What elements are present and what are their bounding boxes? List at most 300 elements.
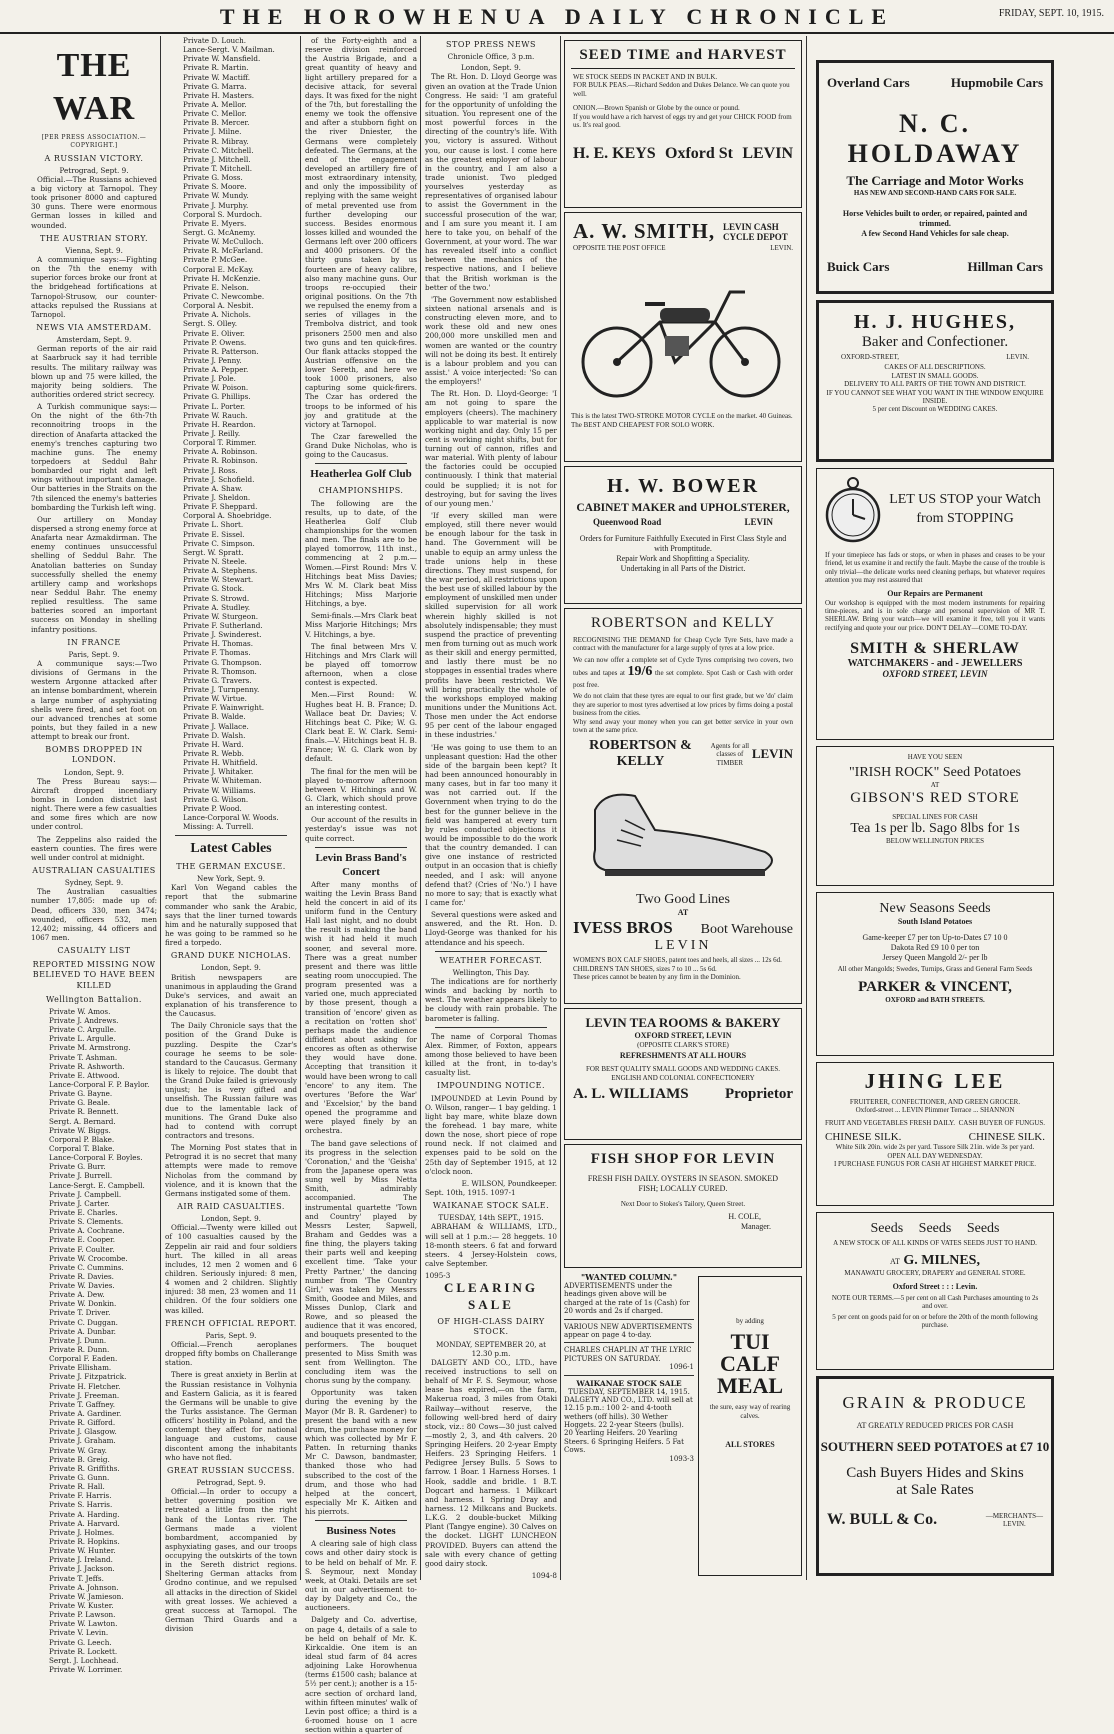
casualty-name: Private B. Mercer. (183, 118, 250, 128)
article-text: Official.—Twenty were killed out of 100 casualties caused by the Zeppelin air raid and four soldiers hurt. The killed in all areas includes, 12 men 2 women and 6 children. Seriously injured: 8 men, 4 women and 2 children. Slightly injured: 38 men, 23 women and 11 children. Of the four soldiers one was killed. (165, 1223, 297, 1315)
article-text: Several questions were asked and answered, and the Rt. Hon. D. Lloyd-George was thanked for his attendance and his speech. (425, 910, 557, 947)
casualty-name: Private W. Donkin. (49, 1299, 117, 1309)
article-text: A communique says:—Two divisions of Germans in the western Argonne attacked after an intense bombardment, wherein a large number of asphyxiating shells were fired, and set foot on our advanced trenches at some points, but they failed in a new attempt to break our front. (31, 658, 157, 742)
ad-name: H. W. BOWER (606, 475, 760, 497)
ad-role: Manager. (741, 1222, 771, 1232)
casualty-name: Private W. Hunter. (49, 1546, 116, 1556)
casualty-name: Private Ellisham. (49, 1363, 112, 1373)
casualty-name: Private C. Duggan. (49, 1317, 118, 1327)
ad-line: Undertaking in all Parts of the District. (620, 564, 746, 573)
casualty-name: Private J. Ross. (183, 465, 238, 475)
ad-line: OPEN ALL DAY WEDNESDAY. (887, 1151, 983, 1160)
ad-town: LEVIN. (770, 244, 793, 252)
casualty-name: Sergt. W. Spratt. (183, 547, 244, 557)
ad-tea-rooms (564, 1008, 802, 1140)
casualty-name: Private L. Argulle. (49, 1034, 116, 1044)
column-rule (160, 36, 161, 1580)
ad-town: LEVIN. (1003, 1520, 1026, 1528)
ad-trade: Baker and Confectioner. (861, 334, 1009, 350)
casualty-name: Private H. Masters. (183, 90, 255, 100)
tui-sold: ALL STORES (725, 1440, 775, 1450)
iness-trade: Boot Warehouse (700, 922, 793, 938)
ad-title: ROBERTSON and KELLY (590, 615, 776, 631)
casualty-name: Sergt. G. McAnemy. (183, 227, 256, 237)
article-text: The Rt. Hon. D. Lloyd George was given an ovation at the Trade Union Congress. He said: 'I am grateful for the opportunity of unfolding the situation. You represent one of the most powerful forces in the directing of the country's life. With you, victory is assured. Without you, our cause is lost. I come here as the greatest employer of labour in the country, and I am also a trade unionist. Two pledged yourselves yesterday as representatives of organised labour to assist the Government in the successful prosecution of the war, and I am sure you meant it. I am here to take you, on behalf of the Government, at your word. The war has revealed itself into a conflict between the mechanics of the respective nations, and I believe that the British workman is the better of the two.' (425, 72, 557, 292)
casualty-name: Private J. Reilly. (183, 429, 241, 439)
article-text: British newspapers are unanimous in applauding the Grand Duke's services, and await an explanation of his transference to the Caucasus. (165, 972, 297, 1019)
ad-line: AT GREATLY REDUCED PRICES FOR CASH (856, 1421, 1014, 1430)
casualty-name: Private D. Louch. (183, 36, 247, 45)
casualty-name: Private P. Owens. (183, 337, 247, 347)
article-text: The Press Bureau says:—Aircraft dropped incendiary bombs in London district last night. There were a few casualties and some fires which are now under control. (31, 776, 157, 832)
casualty-name: Private V. Levin. (49, 1628, 109, 1638)
ad-title: New Seasons Seeds (879, 901, 991, 916)
ad-line: FRUITERER, CONFECTIONER, AND GREEN GROCER. (849, 1098, 1021, 1106)
casualty-name: Private R. Webb. (183, 748, 244, 758)
casualty-name: Lance-Corporal W. Woods. (183, 812, 279, 822)
shoe-illustration (565, 770, 801, 890)
casualty-name: Private G. Stock. (183, 584, 245, 594)
pocket-watch-icon (823, 475, 883, 545)
casualty-name: Private T. Ashman. (49, 1052, 118, 1062)
dateline: MONDAY, SEPTEMBER 20, at 12.30 p.m. (435, 1339, 547, 1358)
wanted-title: "WANTED COLUMN." (580, 1272, 678, 1282)
heading-russian-victory: A RUSSIAN VICTORY. (44, 153, 144, 163)
dateline: London, Sept. 9. (461, 63, 521, 73)
ad-name: G. MILNES, (903, 1253, 980, 1269)
heading-french-report: FRENCH OFFICIAL REPORT. (165, 1318, 297, 1328)
article-text: 'The Government now established sixteen national arsenals and is constructing eleven more, and to work these old and new ones 200,000 more unskilled men and women are wanted or the country will not be doing its best. It entirely is a labour problem and you can assist.' A voice interjected: 'So can the employers!' (425, 294, 557, 387)
casualty-name: Private P. Lawson. (49, 1610, 116, 1620)
ad-works: The Carriage and Motor Works (846, 173, 1024, 188)
dateline: London, Sept. 9. (64, 767, 124, 777)
ad-line: 5 per cent Discount on WEDDING CAKES. (872, 405, 998, 414)
ad-line: HAS NEW AND SECOND-HAND CARS FOR SALE. (853, 189, 1017, 197)
heading-austrian-story: THE AUSTRIAN STORY. (40, 233, 148, 243)
ad-street: OXFORD STREET, LEVIN (634, 1031, 732, 1040)
ad-trade: CABINET MAKER and UPHOLSTERER, (576, 502, 790, 514)
casualty-name: Private C. Newcombe. (183, 291, 265, 301)
classified-column (564, 1272, 694, 1576)
casualty-name: Private E. Cooper. (49, 1235, 116, 1245)
casualty-name: Private G. Phillips. (183, 392, 251, 402)
waikanae-ref: 1093-3 (669, 1454, 694, 1463)
ad-road: Queenwood Road (593, 517, 662, 527)
ad-car-brand: Hupmobile Cars (950, 75, 1043, 90)
article-text: There is great anxiety in Berlin at the Russian resistance in Volhynia and Eastern Galicia, as it is feared the Germans will be unable to give the Turks assistance. The German officers' hostility in Poland, and the contempt they affect for national language and customs, cause discontent among the inhabitants who have not fled. (165, 1370, 297, 1462)
ad-line: We do not claim that these tyres are equal to our first grade, but we 'do' claim they are superior to most tyres advertised at low prices by firms doing a postal business from the cities. (573, 692, 793, 718)
casualty-name: Private W. Biggs. (49, 1125, 111, 1135)
article-text: Official.—French aeroplanes dropped fifty bombs on Challerange station. (165, 1339, 297, 1368)
casualty-name: Private J. Carter. (49, 1198, 110, 1208)
article-text: German reports of the air raid at Saarbruck say it had terrible results. The military railway was blown up and 75 were killed, the majority being soldiers. The authorities ordered strict secrecy. (31, 344, 157, 399)
casualty-name: Private J. Dunn. (49, 1335, 107, 1345)
chaplin-text: CHARLES CHAPLIN AT THE LYRIC PICTURES ON SATURDAY. (564, 1346, 692, 1363)
heading-australian-casualties: AUSTRALIAN CASUALTIES (32, 865, 156, 875)
casualty-name: Private H. Fletcher. (49, 1381, 121, 1391)
casualty-name: Private F. Coulter. (49, 1244, 115, 1254)
casualty-name: Private R. Gifford. (49, 1418, 116, 1428)
casualty-name: Private E. Charles. (49, 1207, 118, 1217)
casualty-name: Private G. Moss. (183, 173, 243, 183)
ad-car-brand: Hillman Cars (967, 259, 1043, 275)
casualty-names (31, 1007, 157, 1674)
casualty-name: Private A. Cochrane. (49, 1226, 125, 1236)
iness-name: IVESS BROS (573, 918, 673, 938)
article-text: The name of Corporal Thomas Alex. Rimmer, of Foxton, appears among those believed to have been killed at the front, in to-day's casualty list. (425, 1031, 557, 1078)
clearing-sub: OF HIGH-CLASS DAIRY STOCK. (437, 1317, 545, 1337)
casualty-name: Private T. Jeffs. (49, 1573, 104, 1583)
article-text: The band gave selections of its progress in the selection 'Coronation,' and the 'Geisha' from the Japanese opera was sung well by Miss Netta Smith, admirably accompanied. The instrumental quartette 'Town and Country' played by Messrs Lester, Sapwell, Braham and Geddes was a fine thing, the players taking their parts well and keeping excellent time. 'Take your Pretty Partner,' the dancing number from 'The Country Girl,' was taken by Messrs Smith, Goodee and Miles, and Misses Dunlop, Clark and Rowe, and so pleased the audience that it was encored, and bouquets presented to the performers. The bouquet presented to Miss Smith was sent from Wellington. The concluding item was the chorus sung by the company. (305, 1138, 417, 1386)
casualty-name: Private J. Penny. (183, 355, 242, 365)
casualty-name: Private S. Moore. (183, 182, 247, 192)
casualty-name: Private W. Mactiff. (183, 72, 251, 82)
ad-line: Oxford Street : : : Levin. (892, 1281, 978, 1291)
dateline: New York, Sept. 9. (197, 874, 265, 884)
ad-line: All other Mangolds; Swedes, Turnips, Grass and General Farm Seeds (837, 965, 1033, 973)
heading-german-excuse: THE GERMAN EXCUSE. (176, 862, 286, 871)
ad-name: H. COLE, (728, 1212, 761, 1222)
column-war (28, 36, 160, 1674)
ad-title: FISH SHOP FOR LEVIN (590, 1151, 776, 1167)
article-text: ABRAHAM & WILLIAMS, LTD., will sell at 1 p.m.:— 28 heggets. 10 18-month steers. 6 fat and forward steers. 4 Jersey-Holstein cows, calve September. (425, 1222, 557, 1268)
heading-championships: CHAMPIONSHIPS. (318, 486, 404, 496)
casualty-name: Private W. Amos. (49, 1006, 111, 1016)
ad-line: DELIVERY TO ALL PARTS OF THE TOWN AND DISTRICT. (844, 380, 1026, 389)
tui-line: the sure, easy way of rearing calves. (709, 1403, 791, 1420)
casualty-name: Private A. Mellor. (183, 99, 247, 109)
sale-ref: 1094-8 (531, 1571, 557, 1581)
casualty-name: Private J. Freeman. (49, 1390, 120, 1400)
ad-title: Seeds Seeds Seeds (870, 1221, 1000, 1236)
ad-title: "IRISH ROCK" Seed Potatoes (848, 765, 1022, 781)
heading-latest-cables: Latest Cables (190, 841, 272, 857)
casualty-name: Private H. McKenzie. (183, 273, 261, 283)
article-text: After many months of waiting the Levin Brass Band held the concert in aid of its uniform fund in the Century Hall last night, and no doubt the result is making the band wish it had held it much sooner, and several more. There was a great number present and there was little seating room unoccupied. The program presented was a varied one, much appreciated by those present, though a transition of 'encore' given as a recitation on 'rotten shot' perhaps made the audience diffident about asking for encores as often as otherwise they would have done. Accepting that transition it would have been wrong to call 'encore' to any item. The overtures 'Before the War' and 'Excelsior,' by the band opened the programme and were played finely by an orchestra. (305, 879, 417, 1136)
casualty-name: Corporal A. Nesbit. (183, 301, 254, 311)
casualty-name: Private W. Sturgeon. (183, 611, 259, 621)
heading-casualty-list: CASUALTY LIST (57, 946, 131, 956)
column-rule (300, 36, 301, 1580)
casualty-name: Corporal F. Eaden. (49, 1354, 118, 1364)
ad-line: FOR BULK PEAS.—Richard Seddon and Dukes Delance. We can quote you well. (573, 81, 790, 98)
casualty-name: Private F. Sutherland. (183, 621, 263, 630)
divider (315, 1520, 407, 1521)
casualty-name: Private E. Myers. (183, 218, 247, 228)
casualty-name: Private R. Martin. (183, 63, 249, 73)
dateline: Paris, Sept. 9. (68, 649, 120, 659)
various-text: VARIOUS NEW ADVERTISEMENTS appear on page 4 to-day. (564, 1322, 693, 1339)
casualty-name: Private T. Mitchell. (183, 163, 252, 173)
ad-robertson-kelly (564, 608, 802, 1004)
casualty-name: Private W. Jamieson. (49, 1591, 124, 1601)
ad-line: If your timepiece has fads or stops, or when in phases and ceases to be your friend, let us examine it and rectify the fault. Maybe the cause of the trouble is only trivial—the delicate works need cleaning perhaps, but whatever requires attention you may rest assured that (825, 551, 1045, 585)
casualty-name: Private F. Thomas. (183, 648, 251, 658)
ad-line: We can now offer a complete set of Cycle Tyres comprising two covers, two tubes and tapes at (573, 655, 793, 678)
heading-waikanae-sale: WAIKANAE STOCK SALE. (432, 1201, 550, 1211)
casualty-name: Private R. Davies. (49, 1271, 114, 1281)
chaplin-ref: 1096-1 (669, 1363, 694, 1372)
heading-france: IN FRANCE (67, 637, 121, 647)
dateline: Amsterdam, Sept. 9. (56, 335, 132, 345)
casualty-name: Private A. Pepper. (183, 365, 249, 375)
casualty-name: Private L. Porter. (183, 401, 246, 411)
ad-line: NOTE OUR TERMS.—5 per cent on all Cash Purchases amounting to 2s and over. (831, 1293, 1039, 1311)
ad-car-brand: Buick Cars (827, 259, 890, 275)
ad-line: LATEST IN SMALL GOODS. (891, 371, 979, 380)
casualty-name: Private J. Murphy. (183, 200, 249, 210)
article-text: Dalgety and Co. advertise, on page 4, details of a sale to be held on behalf of Mr. K. Kirkcaldie. One item is an ideal stud farm of 84 acres adjoining Lake Horowhenua (terms £1500 cash; balance at 5½ per cent.); another is a 15-acre section of orchard land, within fifteen minutes' walk of Levin post office; a third is a 6-roomed house on 1 acre section within a quarter of (305, 1615, 417, 1734)
article-text: The final between Mrs V. Hitchings and Mrs Clark will be played off tomorrow afternoon, when a close contest is expected. (305, 641, 417, 688)
ad-silk: CHINESE SILK. (825, 1131, 902, 1144)
article-text: A communique says:—Fighting on the 7th the enemy with superior forces broke our front at the bridgehead fortifications at Tarnopol-Strusow, our counter-attacks repulsed the Russians at Tarnopol. (31, 255, 157, 319)
article-text: The Australian casualties number 17,805: made up of: Dead, officers 330, men 3474; wounded, officers 532, men 12,402; missing, 44 officers and 1067 men. (31, 887, 157, 942)
iness-at: AT (677, 908, 689, 918)
casualty-name: Private E. Attwood. (49, 1070, 120, 1080)
article-text: The Rt. Hon. D. Lloyd-George: 'I am not going to spare the employers (cheers). The machinery applicable to war material is now working night and day. Only 15 per cent is working night shifts, but for turning out of cannon, rifles and war material. With plenty of labour the factories could be occupied continuously. I think that material could be supplied; it is not for destroying, but for saving the lives of our young men.' (425, 389, 557, 508)
casualty-name: Private G. Beale. (49, 1098, 111, 1108)
casualty-name: Private A. Harvard. (49, 1518, 120, 1528)
casualty-name: Private P. Wood. (183, 803, 242, 813)
casualty-name: Lance-Sergt. V. Mailman. (183, 45, 275, 55)
ad-opposite: (OPPOSITE CLARK'S STORE) (637, 1041, 729, 1049)
article-text: 'He was going to use them to an unpleasant question: Had the other side of the bargain been kept? It had been announced honourably in many cases, but in far too many it was not carried out. If the Government when trying to do the best for the gunner believe in the field was hampered at every turn by rules conducted objections it would be impossible to do the work that the country demanded. I can give one instance of restricted output in an occasion that is chiefly needed, and I ask: will anyone defend that? (Cries of 'No.') I have no more to say; that is exactly what I came for.' (425, 742, 557, 907)
ad-price: 19/6 (627, 664, 653, 680)
dateline: London, Sept. 9. (201, 963, 261, 973)
heading-amsterdam: NEWS VIA AMSTERDAM. (36, 322, 152, 332)
divider (175, 835, 287, 836)
ad-line: Tea 1s per lb. Sago 8lbs for 1s (850, 821, 1020, 837)
casualty-name: Private J. Ireland. (49, 1555, 113, 1565)
casualty-name: Private J. Mitchell. (183, 154, 251, 164)
ad-line: RECOGNISING THE DEMAND for Cheap Cycle Tyre Sets, have made a contract with the manufacturer for a large supply of tyres at a low price. (573, 636, 793, 653)
ad-name: ROBERTSON & KELLY (589, 738, 692, 770)
ad-line: Next Door to Stokes's Tailory, Queen Street. (620, 1200, 746, 1208)
dateline: Vienna, Sept. 9. (65, 245, 123, 255)
casualty-name: Private G. Wilson. (183, 794, 249, 804)
article-text: The Czar farewelled the Grand Duke Nicholas, who is going to the Caucasus. (305, 432, 417, 460)
ad-line: 5 per cent on goods paid for on or before the 20th of the month following purchase. (832, 1312, 1038, 1329)
casualty-name: Private A. Harding. (49, 1509, 120, 1519)
wanted-text: ADVERTISEMENTS under the headings given above will be charged at the rate of 1s (Cash) for 20 words and 2s if charged. (564, 1282, 690, 1316)
casualty-name: Private J. Sheldon. (183, 493, 251, 503)
casualty-name: Private A. Dunbar. (49, 1326, 116, 1336)
casualty-name: Private J. Jackson. (49, 1564, 115, 1574)
ad-line: Horse Vehicles built to order, or repaired, painted and trimmed. (842, 209, 1028, 229)
heading-band-concert: Levin Brass Band's Concert (315, 851, 407, 878)
ad-line: FRESH FISH DAILY. OYSTERS IN SEASON. SMOKED FISH; LOCALLY CURED. (587, 1174, 779, 1193)
heading-business-notes: Business Notes (326, 1525, 396, 1538)
casualty-name: Private W. Lawton. (49, 1619, 118, 1629)
ad-address: OXFORD and BATH STREETS. (885, 996, 985, 1005)
iness-line: CHILDREN'S TAN SHOES, sizes 7 to 10 ... 5s 6d. (573, 964, 717, 973)
casualty-name: Sergt. A. Bernard. (49, 1116, 116, 1126)
ad-w-bull (816, 1376, 1054, 1576)
ad-name: W. BULL & Co. (827, 1511, 938, 1528)
casualty-name: Private R. Patterson. (183, 346, 259, 356)
article-text: The following are the results, up to date, of the Heatherlea Golf Club championships for the women and men. The finals are to be played tomorrow, 11th inst., commencing at 2 p.m.— Women.—First Round: Mrs V. Hitchings beat Miss Davies; Mrs W. M. Clark beat Miss Hitchings; Miss Marjorie Hitchings, a bye. (305, 498, 417, 609)
casualty-name: Private S. Harris. (49, 1500, 113, 1510)
ad-trade: WATCHMAKERS - and - JEWELLERS (847, 658, 1023, 670)
casualty-name: Private J. Graham. (49, 1436, 116, 1446)
dateline: Petrograd, Sept. 9. (196, 1477, 266, 1487)
ad-line: A NEW STOCK OF ALL KINDS OF VATES SEEDS JUST TO HAND. (833, 1239, 1037, 1247)
ad-street: OXFORD-STREET, (841, 353, 900, 361)
casualty-name: Private R. Griffiths. (49, 1463, 120, 1473)
ad-street: OXFORD STREET, LEVIN (882, 669, 988, 680)
ad-name: GIBSON'S RED STORE (850, 789, 1020, 806)
casualty-name: Private W. Gray. (49, 1445, 107, 1455)
casualty-name: Private W. Kuster. (49, 1600, 114, 1610)
ad-line: FOR BEST QUALITY SMALL GOODS AND WEDDING CAKES. ENGLISH AND COLONIAL CONFECTIONERY (585, 1065, 781, 1082)
casualty-name: Lance-Corporal F. P. Baylor. (49, 1079, 150, 1089)
article-text: Opportunity was taken during the evening by the Mayor (Mr B. R. Gardener) to present the band with a new drum, the purchase money for which was collected by Mr F. Patten. In returning thanks Mr C. Dawson, bandmaster, thanked those who had subscribed to the cost of the drum, and those who had helped at the concert, especially Mr K. Aitken and his pierrots. (305, 1388, 417, 1517)
ad-line: White Silk 20in. wide 2s per yard. Tussore Silk 21in. wide 3s per yard. (835, 1143, 1035, 1152)
article-text: The Daily Chronicle says that the position of the Grand Duke is puzzling. Despite the Czar's courage he seems to be sole-standard to the Caucasus. Germany is likely to rejoice. The doubt that the Grand Duke failed is grievously unjust; he is very gifted and unselfish. The Russian failure was due to the lamentable lack of munitions. The Grand Duke also had to contend with corrupt contractors and tresons. (165, 1021, 297, 1140)
casualty-name: Private D. Walsh. (183, 730, 246, 740)
article-text: 'If every skilled man were employed, still there never would be enough labour for the task in hand. The Government will be unable to equip an army unless the trade unions help in these directions. They must suspend, for the war period, all restrictions upon the best use of skilled labour by the employment of unskilled men under skilled supervision for all work wherein highly skilled is not absolutely indispensable; they must suspend the practice of preventing men from turning out as much work as their skill and energy permitted, and lastly there must be no stoppages in essential trades where profits have been restricted. We will bring practically the whole of the workshops employed making munitions under the Munitions Act. Those men under the Act endorse 95 per cent of the labour engaged in these industries.' (425, 511, 557, 740)
casualty-name: Private R. Mibray. (183, 136, 249, 146)
casualty-name: Private G. Leech. (49, 1637, 112, 1647)
article-text: Official.—In order to occupy a better governing position we retreated a little from the right bank of the Lontas river. The Germans made a violent bombardment, accompanied by asphyxiating gases, and our troops occupying the outskirts of the town in the Sereth district regions. Sheltering German attacks from Grodno continue, and we repulsed all attacks in the direction of Skidel with great losses. We achieved a great success at Tarnopol. The German Third Guards and a division (165, 1487, 297, 1634)
ad-seed-time (564, 40, 802, 208)
casualty-name: Private G. Bayne. (49, 1089, 113, 1099)
casualty-name: Private A. Stephens. (183, 566, 258, 576)
casualty-name: Private F. Wainwright. (183, 703, 265, 713)
column-stop-press (422, 36, 560, 1580)
ad-town: LEVIN (744, 517, 773, 527)
column-sport-local (302, 36, 420, 1734)
casualty-name: Private R. Hall. (49, 1482, 105, 1492)
iness-note: These prices cannot be beaten by any firm in the Dominion. (573, 973, 741, 982)
casualty-name: Lance-Corporal F. Boyles. (49, 1153, 143, 1163)
casualty-name: Private A. Nichols. (183, 310, 251, 320)
casualty-name: Private T. Gaffney. (49, 1399, 116, 1409)
dateline: Sydney, Sept. 9. (64, 878, 124, 888)
ad-smith-sherlaw (816, 468, 1054, 740)
ad-line: CAKES OF ALL DESCRIPTIONS. (884, 363, 986, 372)
casualty-name: Private W. Virtue. (183, 694, 247, 704)
tui-name: TUI CALF MEAL (717, 1329, 783, 1399)
ad-opposite: OPPOSITE THE POST OFFICE (573, 244, 666, 252)
ad-hw-bower (564, 466, 802, 604)
ad-line: Jersey Queen Mangold 2/- per lb (882, 953, 988, 962)
ad-name: H. J. HUGHES, (853, 311, 1017, 333)
casualty-name: Sergt. J. Lochhead. (49, 1655, 119, 1665)
heading-stop-press: STOP PRESS NEWS (446, 40, 536, 49)
ad-sub: South Island Potatoes (897, 917, 973, 926)
motorcycle-illustration (565, 252, 801, 412)
casualty-name: Private W. Mansfield. (183, 54, 261, 64)
ad-hughes (816, 300, 1054, 462)
article-text: The final for the men will be played to-morrow afternoon between V. Hitchings and W. G. Clark, which should prove an interesting contest. (305, 766, 417, 813)
casualty-name: Private J. Fitzpatrick. (49, 1372, 127, 1382)
casualty-name: Private B. Walde. (183, 712, 246, 722)
heading-wellington-battalion: Wellington Battalion. (46, 994, 142, 1004)
casualty-name: Private A. Shaw. (183, 483, 243, 493)
heading-weather: WEATHER FORECAST. (439, 955, 543, 965)
dateline: Paris, Sept. 9. (205, 1330, 257, 1340)
casualty-name: Private P. McGee. (183, 255, 248, 265)
casualty-name: Private W. Poison. (183, 383, 249, 393)
ad-line: SOUTHERN SEED POTATOES at £7 10 (820, 1439, 1050, 1454)
masthead (0, 0, 1114, 34)
casualty-name: Private J. Burrell. (49, 1171, 113, 1181)
article-text: Semi-finals.—Mrs Clark beat Miss Marjorie Hitchings; Mrs V. Hitchings, a bye. (305, 611, 417, 639)
ad-line: MANAWATU GROCERY, DRAPERY and GENERAL STORE. (844, 1269, 1026, 1278)
ad-at: AT (890, 1257, 900, 1267)
casualty-name: Sergt. S. Olley. (183, 319, 238, 329)
casualty-name: Corporal A. Shoebridge. (183, 511, 272, 521)
ad-line: WE STOCK SEEDS IN PACKET AND IN BULK. (573, 73, 718, 81)
casualty-name: Private N. Steele. (183, 557, 247, 567)
war-heading: THE WAR (52, 47, 136, 128)
heading-clearing-sale: CLEARING SALE (443, 1280, 539, 1312)
casualty-name: Private W. Williams. (183, 785, 256, 795)
casualty-name: Private H. Ward. (183, 739, 244, 749)
ad-title: SEED TIME and HARVEST (579, 47, 787, 63)
casualty-name: Corporal T. Rimmer. (183, 438, 257, 448)
masthead-title: THE HOROWHENUA DAILY CHRONICLE (219, 4, 895, 29)
casualty-names (165, 36, 297, 831)
stop-press-sub: Chronicle Office, 3 p.m. (447, 52, 535, 62)
casualty-name: Private C. Simpson. (183, 538, 255, 548)
casualty-name: Private E. Sissel. (183, 529, 245, 539)
casualty-name: Private G. Thompson. (183, 657, 262, 667)
casualty-name: Private W. Crocombe. (49, 1253, 128, 1263)
casualty-name: Private R. Ashworth. (49, 1061, 125, 1071)
column-casualties-cables (162, 36, 300, 1634)
divider (315, 463, 407, 464)
ad-jhing-lee (816, 1062, 1054, 1206)
casualty-name: Private B. Greig. (49, 1454, 110, 1464)
dateline: Petrograd, Sept. 9. (59, 165, 129, 175)
waikanae-text: DALGETY AND CO., LTD. will sell at 12.15 p.m.: 100 2- and 4-tooth wethers (off hills). 30 Wether Hoggets. 22 2-year Steers (bulls). 20 Yearling Heifers. 20 Yearling Steers. 6 Springing Heifers. 5 Fat Cows. (564, 1395, 693, 1455)
casualty-name: Private S. Strowd. (183, 593, 250, 603)
casualty-name: Lance-Sergt. E. Campbell. (49, 1180, 145, 1190)
ad-name: PARKER & VINCENT, (858, 979, 1012, 996)
article-text: DALGETY AND CO., LTD., have received instructions to sell on behalf of Mr F. S. Seymour, whose lease has expired,—on the farm, Makerua road, 3 miles from Otaki Railway—without reserve, the following well-bred herd of dairy stock, viz.: 80 Cows—30 just calved—mostly 2, 3, and 4th calvers. 20 Springing Heifers. 20 2-year Empty Heifers. 23 Springing Heifers. 1 Pedigree Jersey Bulls. 5 Sows to farrow. 1 Boar. 1 Harness Horses. 1 Hook, saddle and bridle. 1 B.T. Dogcart and harness. 1 Milkcart and harness. 1 Spring Dray and harness. 12 Milkcans and Buckets. L.K.G. 2 double-bucket Milking Plant (Tangye engine). 30 Calves on the docket. LIGHT LUNCHEON PROVIDED. Buyers can attend the sale with every chance of getting good dairy stock. (425, 1357, 557, 1568)
casualty-name: Private J. Whitaker. (183, 767, 254, 777)
ad-line: SPECIAL LINES FOR CASH (892, 812, 978, 821)
ad-aw-smith (564, 212, 802, 462)
ad-gibson (816, 746, 1054, 886)
casualty-name: Private E. Nelson. (183, 282, 249, 292)
casualty-name: Private W. Lorrimer. (49, 1664, 123, 1674)
casualty-name: Private J. Campbell. (49, 1189, 122, 1199)
casualty-name: Private C. Cummins. (49, 1262, 124, 1272)
casualty-name: Private J. Wallace. (183, 721, 249, 731)
ad-fish-shop (564, 1144, 802, 1268)
tui-adding: by adding (736, 1317, 764, 1325)
ad-line: Repair Work and Shopfitting a Speciality. (616, 554, 750, 563)
waikanae-date: TUESDAY, SEPTEMBER 14, 1915. (568, 1387, 690, 1396)
ad-line: Why send away your money when you can get better service in your own town at the same price. (573, 717, 793, 734)
heading-grand-duke: GRAND DUKE NICHOLAS. (170, 951, 292, 961)
ad-line: HAVE YOU SEEN (907, 753, 963, 761)
sale-ref: 1095-3 (425, 1271, 451, 1281)
ad-title: GRAIN & PRODUCE (842, 1393, 1028, 1412)
casualty-name: Corporal T. Blake. (49, 1143, 115, 1153)
ad-line: CASH BUYER OF FUNGUS. (958, 1118, 1045, 1127)
ad-line: I PURCHASE FUNGUS FOR CASH AT HIGHEST MARKET PRICE. (833, 1159, 1037, 1168)
casualty-name: Private A. Dew. (49, 1290, 105, 1300)
casualty-name: Private T. Driver. (49, 1308, 111, 1318)
casualty-name: Private J. Milne. (183, 127, 242, 137)
ad-name: H. E. KEYS (573, 145, 656, 163)
ad-name: JHING LEE (864, 1069, 1006, 1093)
ad-title: LEVIN TEA ROOMS & BAKERY (585, 1015, 781, 1030)
